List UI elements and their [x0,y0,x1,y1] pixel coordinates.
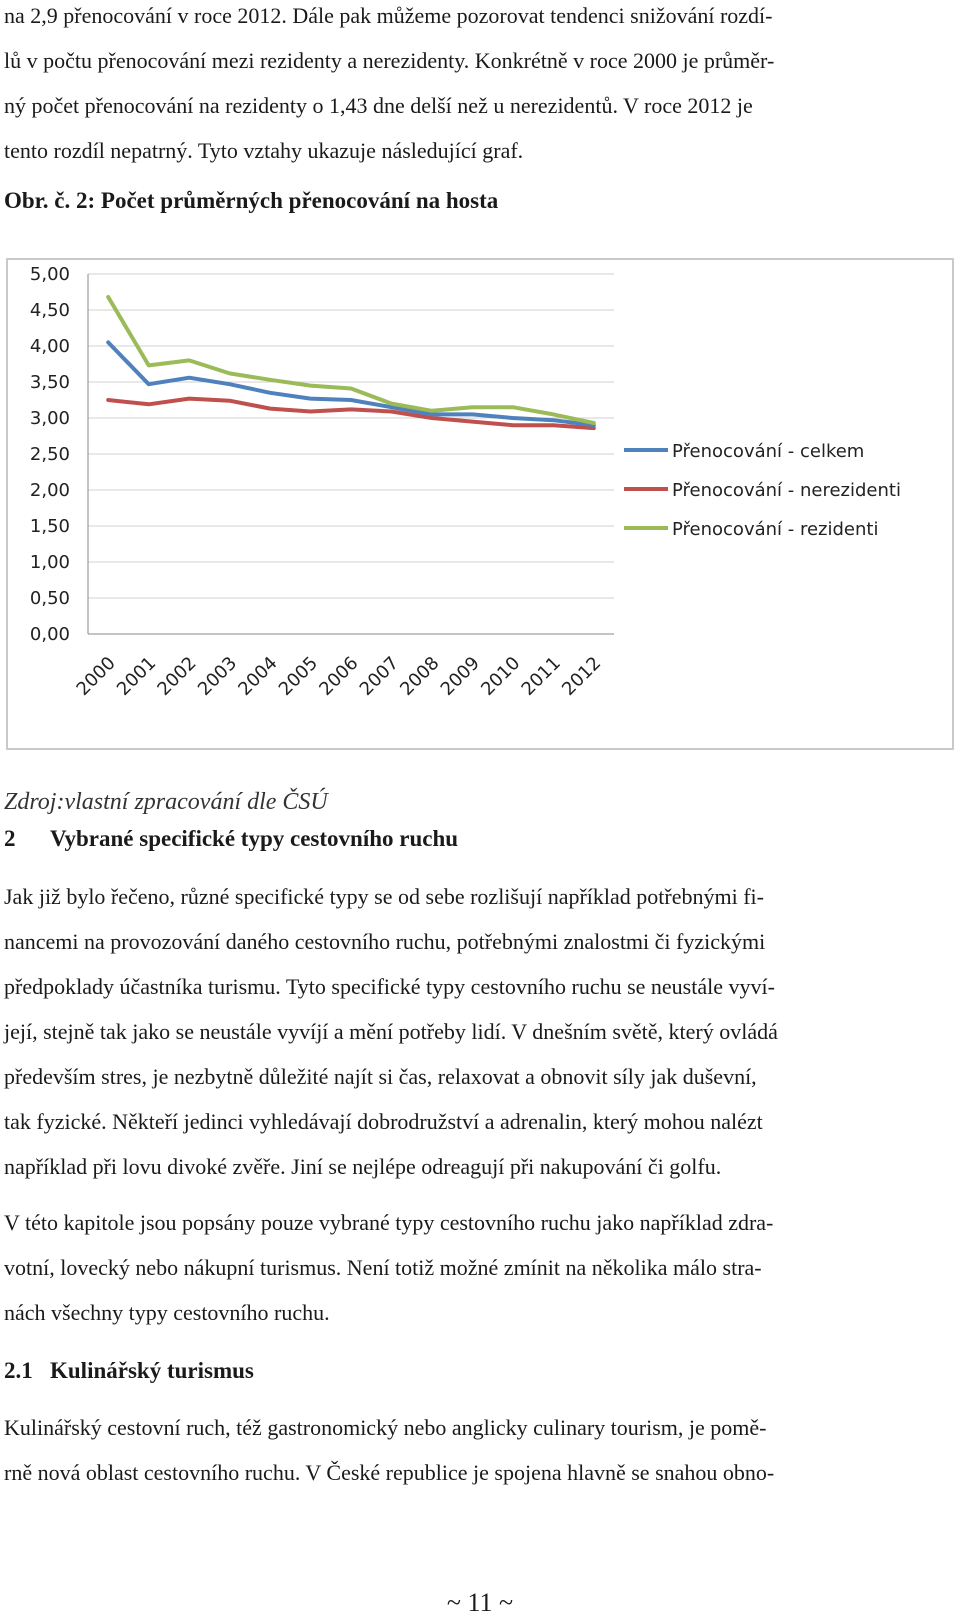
y-tick-label: 3,00 [29,408,70,429]
x-tick-label: 2007 [355,652,403,700]
page-number: ~ 11 ~ [446,1588,514,1617]
figure-caption: Obr. č. 2: Počet průměrných přenocování na hosta [4,188,499,213]
subsection-title: Kulinářský turismus [50,1358,254,1383]
section-title: Vybrané specifické typy cestovního ruchu [50,826,459,851]
text-line: především stres, je nezbytně důležité najít si čas, relaxovat a obnovit síly jak duševní, [4,1064,757,1089]
y-tick-label: 1,00 [29,552,70,573]
text-line: tak fyzické. Někteří jedinci vyhledávají dobrodružství a adrenalin, který mohou nalézt [4,1109,763,1134]
legend-label: Přenocování - celkem [672,441,865,462]
section-number: 2 [4,826,16,851]
text-line: tento rozdíl nepatrný. Tyto vztahy ukazuje následující graf. [4,138,524,163]
x-tick-label: 2005 [274,652,323,700]
text-line: nancemi na provozování daného cestovního ruchu, potřebnými znalostmi či fyzickými [4,929,766,954]
x-tick-label: 2011 [517,652,565,700]
y-tick-label: 4,00 [29,336,70,357]
text-line: lů v počtu přenocování mezi rezidenty a nerezidenty. Konkrétně v roce 2000 je průměr- [4,48,775,73]
y-tick-label: 1,50 [29,516,70,537]
text-line: votní, lovecký nebo nákupní turismus. Není totiž možné zmínit na několika málo stra- [4,1255,762,1280]
x-tick-label: 2000 [72,652,120,700]
x-tick-label: 2002 [153,652,201,700]
subsection-number: 2.1 [4,1358,33,1383]
y-tick-label: 3,50 [29,372,70,393]
text-line: na 2,9 přenocování v roce 2012. Dále pak můžeme pozorovat tendenci snižování rozdí- [4,3,773,28]
x-tick-label: 2008 [396,652,444,700]
section-paragraph [4,1200,954,1335]
text-line: Kulinářský cestovní ruch, též gastronomický nebo anglicky culinary tourism, je pomě- [4,1415,767,1440]
text-line: například při lovu divoké zvěře. Jiní se nejlépe odreagují při nakupování či golfu. [4,1154,722,1179]
series-line [108,399,594,429]
x-tick-label: 2010 [477,652,525,700]
section-heading [4,826,458,852]
intro-paragraph [4,0,954,173]
text-line: V této kapitole jsou popsány pouze vybrané typy cestovního ruchu jako například zdra- [4,1210,774,1235]
x-tick-label: 2012 [558,652,606,700]
series-line [108,297,594,423]
section-paragraph [4,874,954,1189]
series-line [108,342,594,425]
chart-canvas [8,260,952,748]
x-tick-label: 2001 [112,652,161,700]
legend-label: Přenocování - nerezidenti [672,480,901,501]
y-tick-label: 2,50 [29,444,70,465]
x-tick-label: 2004 [234,652,282,700]
text-line: předpoklady účastníka turismu. Tyto specifické typy cestovního ruchu se neustále vyví- [4,974,775,999]
y-tick-label: 2,00 [29,480,70,501]
legend-label: Přenocování - rezidenti [672,519,879,540]
figure-source: Zdroj:vlastní zpracování dle ČSÚ [4,789,328,815]
y-tick-label: 4,50 [29,300,70,321]
text-line: Jak již bylo řečeno, různé specifické typy se od sebe rozlišují například potřebnými fi- [4,884,764,909]
y-tick-label: 0,00 [29,624,70,645]
text-line: nách všechny typy cestovního ruchu. [4,1300,330,1325]
section-paragraph [4,1405,954,1495]
x-tick-label: 2003 [193,652,242,700]
text-line: rně nová oblast cestovního ruchu. V České republice je spojena hlavně se snahou obno- [4,1460,775,1485]
x-tick-label: 2006 [315,652,363,700]
text-line: ný počet přenocování na rezidenty o 1,43 dne delší než u nerezidentů. V roce 2012 je [4,93,753,118]
line-chart [6,258,954,750]
y-tick-label: 0,50 [29,588,70,609]
text-line: její, stejně tak jako se neustále vyvíjí a mění potřeby lidí. V dnešním světě, který ovládá [4,1019,778,1044]
subsection-heading [4,1358,254,1384]
x-tick-label: 2009 [436,652,484,700]
y-tick-label: 5,00 [29,264,70,285]
